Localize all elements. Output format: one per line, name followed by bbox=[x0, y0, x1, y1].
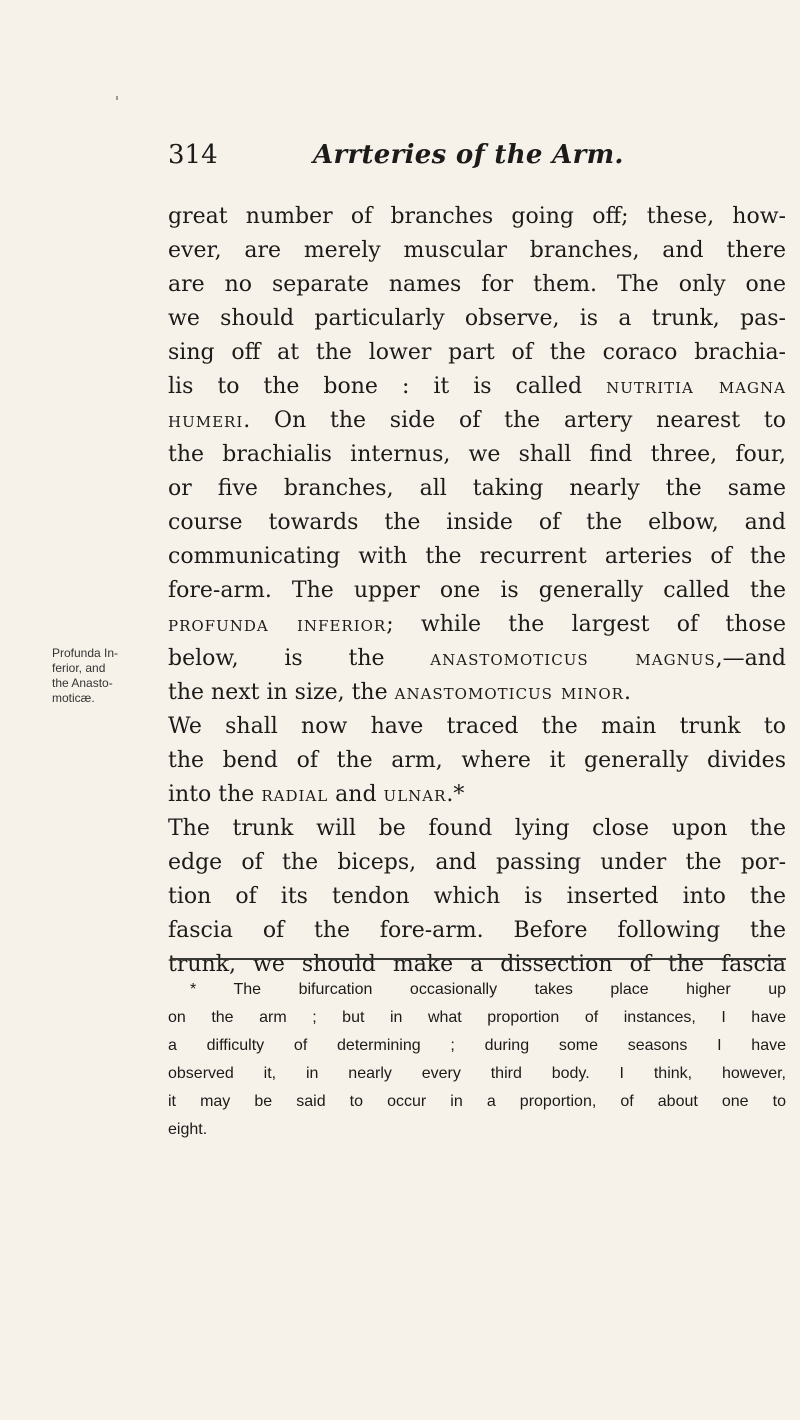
small-caps-term: profunda inferior bbox=[168, 612, 387, 637]
body-text-run: the bend of the arm, where it generally divides bbox=[168, 748, 786, 773]
body-text-run: The trunk will be found lying close upon the bbox=[168, 816, 786, 841]
body-text-run: are no separate names for them. The only one bbox=[168, 272, 786, 297]
body-line bbox=[168, 642, 786, 676]
body-line bbox=[168, 744, 786, 778]
body-line bbox=[168, 778, 786, 812]
footnote-line: observed it, in nearly every third body. I think, however, bbox=[168, 1065, 786, 1082]
body-text-run: or five branches, all taking nearly the same bbox=[168, 476, 786, 501]
footnote-rule bbox=[170, 958, 786, 960]
body-line bbox=[168, 574, 786, 608]
body-text-run: trunk, we should make a dissection of the fascia bbox=[168, 952, 786, 977]
page-number: 314 bbox=[168, 140, 218, 170]
body-line bbox=[168, 506, 786, 540]
body-text-run: the brachialis internus, we shall find three, four, bbox=[168, 442, 786, 467]
body-text-run: tion of its tendon which is inserted into the bbox=[168, 884, 786, 909]
body-line bbox=[168, 438, 786, 472]
body-text-run: . bbox=[623, 680, 631, 705]
body-line bbox=[168, 404, 786, 438]
footnote-line: a difficulty of determining ; during some seasons I have bbox=[168, 1037, 786, 1054]
margin-note-line: Profunda In- bbox=[52, 646, 119, 660]
body-line bbox=[168, 710, 786, 744]
body-text-run: communicating with the recurrent arteries of the bbox=[168, 544, 786, 569]
small-caps-term: radial bbox=[261, 782, 329, 807]
body-text-run: the next in size, the bbox=[168, 680, 395, 705]
margin-note-line: ferior, and bbox=[52, 661, 106, 675]
small-caps-term: anastomoticus minor bbox=[394, 680, 624, 705]
small-caps-term: humeri bbox=[168, 408, 244, 433]
body-text-run: below, is the bbox=[168, 646, 431, 671]
margin-note-line: the Anasto- bbox=[52, 676, 113, 690]
body-line bbox=[168, 268, 786, 302]
body-text-run: edge of the biceps, and passing under the por- bbox=[168, 850, 786, 875]
body-line bbox=[168, 540, 786, 574]
running-head bbox=[168, 140, 628, 180]
body-text-run: lis to the bone : it is called bbox=[168, 374, 607, 399]
body-text-run: ,—and bbox=[715, 646, 786, 671]
body-line bbox=[168, 336, 786, 370]
body-text-run: .* bbox=[446, 782, 465, 807]
body-text-run: fore-arm. The upper one is generally called the bbox=[168, 578, 786, 603]
body-line bbox=[168, 472, 786, 506]
body-line bbox=[168, 676, 786, 710]
margin-note bbox=[52, 646, 156, 706]
footnote-line: eight. bbox=[168, 1121, 208, 1138]
footnote-line: it may be said to occur in a proportion, of about one to bbox=[168, 1093, 786, 1110]
body-line bbox=[168, 200, 786, 234]
body-line bbox=[168, 302, 786, 336]
small-caps-term: nutritia magna bbox=[606, 374, 786, 399]
body-text-run: and bbox=[328, 782, 384, 807]
small-caps-term: anastomoticus magnus bbox=[430, 646, 716, 671]
body-text-run: we should particularly observe, is a trunk, pas- bbox=[168, 306, 786, 331]
body-text-run: We shall now have traced the main trunk to bbox=[168, 714, 786, 739]
body-text-run: sing off at the lower part of the coraco brachia- bbox=[168, 340, 786, 365]
body-line bbox=[168, 812, 786, 846]
body-line bbox=[168, 608, 786, 642]
paper-speck bbox=[116, 96, 118, 100]
body-line bbox=[168, 914, 786, 948]
small-caps-term: ulnar bbox=[383, 782, 447, 807]
body-text-run: fascia of the fore-arm. Before following the bbox=[168, 918, 786, 943]
body-text-run: ; while the largest of those bbox=[386, 612, 786, 637]
body-text-run: great number of branches going off; these, how- bbox=[168, 204, 786, 229]
body-line bbox=[168, 370, 786, 404]
body-line bbox=[168, 846, 786, 880]
body-line bbox=[168, 234, 786, 268]
footnote-line: * The bifurcation occasionally takes place higher up bbox=[190, 981, 786, 998]
margin-note-line: moticæ. bbox=[52, 691, 95, 705]
footnote-line: on the arm ; but in what proportion of instances, I have bbox=[168, 1009, 786, 1026]
body-text-run: . On the side of the artery nearest to bbox=[243, 408, 786, 433]
body-text-run: course towards the inside of the elbow, and bbox=[168, 510, 786, 535]
running-title: Arrteries of the Arm. bbox=[313, 140, 624, 170]
body-text-run: ever, are merely muscular branches, and there bbox=[168, 238, 786, 263]
body-line bbox=[168, 880, 786, 914]
body-text-run: into the bbox=[168, 782, 262, 807]
